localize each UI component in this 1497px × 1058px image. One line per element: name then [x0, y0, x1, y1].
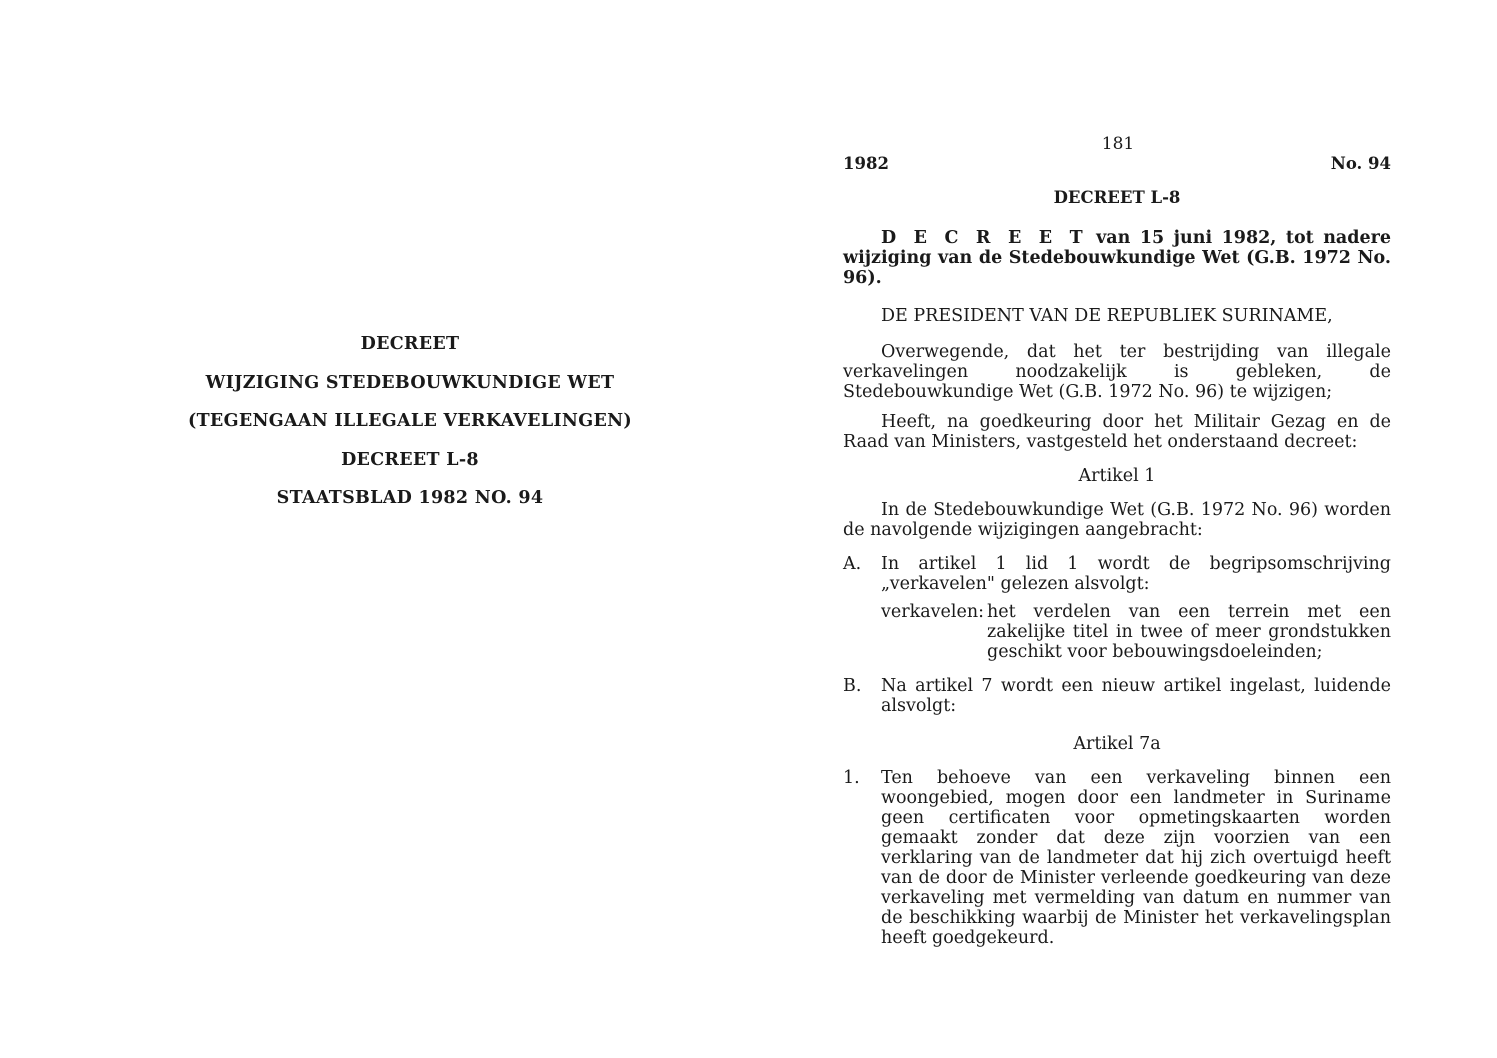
title-line-wijziging: WIJZIGING STEDEBOUWKUNDIGE WET — [205, 372, 615, 393]
amendment-b — [843, 676, 1391, 716]
amendment-a-text: In artikel 1 lid 1 wordt de begripsomschrijving „verkavelen" gelezen alsvolgt: — [881, 554, 1391, 594]
title-line-decreet-l8: DECREET L-8 — [341, 449, 479, 470]
article-1-intro: In de Stedebouwkundige Wet (G.B. 1972 No. 96) worden de navolgende wijzigingen aangebracht: — [843, 500, 1391, 540]
president-line: DE PRESIDENT VAN DE REPUBLIEK SURINAME, — [881, 306, 1333, 326]
amendment-a — [843, 554, 1391, 594]
title-line-decreet: DECREET — [360, 334, 460, 354]
decree-title-block — [150, 325, 670, 518]
left-page — [0, 0, 748, 1058]
decree-body — [843, 188, 1391, 948]
amendment-b-text: Na artikel 7 wordt een nieuw artikel ingelast, luidende alsvolgt: — [881, 676, 1391, 716]
title-line-tegengaan: (TEGENGAAN ILLEGALE VERKAVELINGEN) — [188, 411, 632, 431]
article-7a-clause-1 — [843, 768, 1391, 948]
decree-intro-rest: van 15 juni 1982, tot nadere wijziging van de Stedebouwkundige Wet (G.B. 1972 No. 96). — [843, 228, 1391, 288]
definition-verkavelen — [881, 602, 1391, 662]
article-7a-title: Artikel 7a — [1073, 734, 1161, 754]
enacting-paragraph: Heeft, na goedkeuring door het Militair Gezag en de Raad van Ministers, vastgesteld het onderstaand decreet: — [843, 412, 1391, 452]
decree-intro-spaced: D E C R E E T — [881, 228, 1087, 248]
right-page — [843, 0, 1393, 1058]
header-number: No. 94 — [1330, 154, 1391, 173]
clause-1-text: Ten behoeve van een verkaveling binnen een woongebied, mogen door een landmeter in Suriname geen certificaten voor opmetingskaarten worden gemaakt zonder dat deze zijn voorzien van een verklaring van de landmeter dat hij zich overtuigd heeft van de door de Minister verleende goedkeuring van deze verkaveling met vermelding van datum en nummer van de beschikking waarbij de Minister het verkavelingsplan heeft goedgekeurd. — [881, 768, 1391, 948]
definition-term: verkavelen: — [881, 602, 985, 622]
amendment-b-label: B. — [843, 676, 862, 696]
clause-1-label: 1. — [843, 768, 860, 788]
title-line-staatsblad: STAATSBLAD 1982 NO. 94 — [276, 488, 544, 508]
decree-heading: DECREET L-8 — [1053, 188, 1181, 207]
considering-paragraph: Overwegende, dat het ter bestrijding van illegale verkavelingen noodzakelijk is gebleken, de Stedebouwkundige Wet (G.B. 1972 No. 96) te wijzigen; — [843, 342, 1391, 402]
header-year: 1982 — [843, 154, 889, 173]
definition-text: het verdelen van een terrein met een zakelijke titel in twee of meer grondstukken geschikt voor bebouwingsdoeleinden; — [987, 602, 1391, 662]
page-number: 181 — [1101, 134, 1135, 154]
article-1-title: Artikel 1 — [1078, 466, 1156, 486]
amendment-a-label: A. — [843, 554, 862, 574]
decree-intro — [843, 228, 1391, 288]
